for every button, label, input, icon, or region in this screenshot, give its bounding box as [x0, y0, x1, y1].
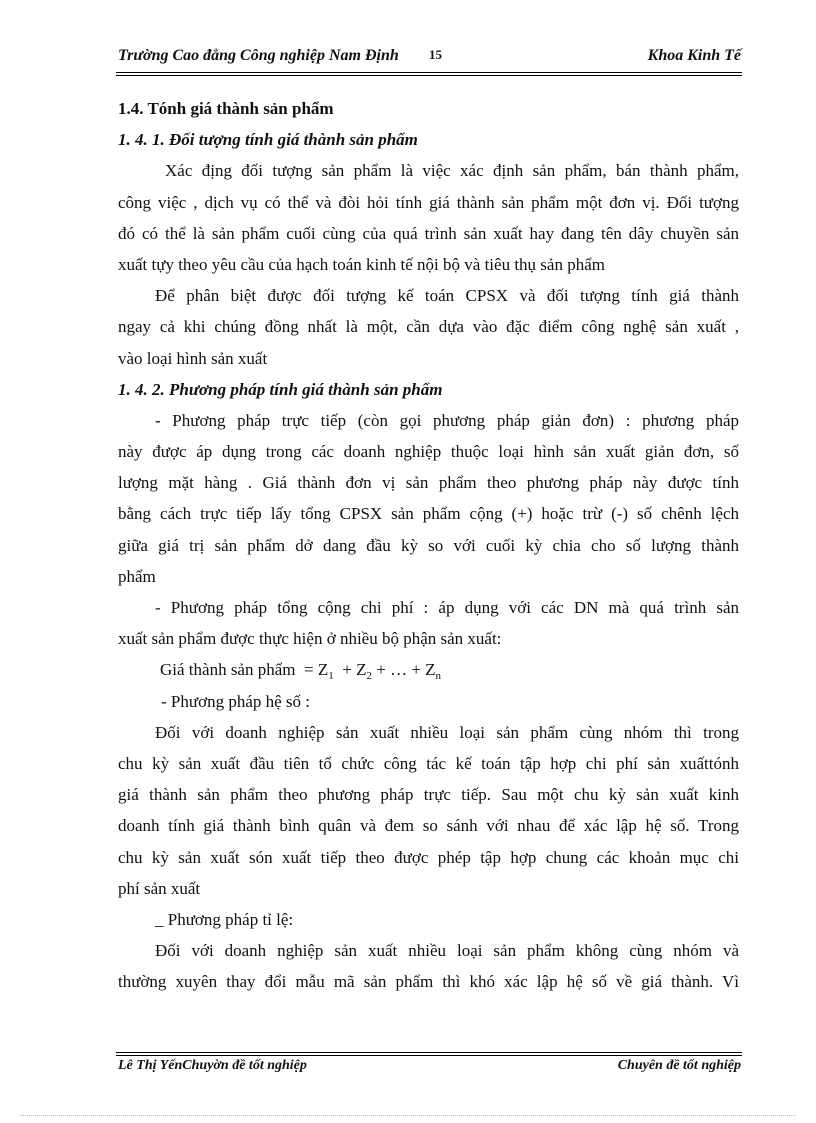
subsection-2-title: 1. 4. 2. Phương pháp tính giá thành sản phẩm	[118, 379, 443, 399]
formula-plus: +	[342, 660, 352, 680]
footer-rule-thick	[116, 1055, 742, 1056]
page-header	[118, 47, 741, 71]
paragraph-line: - Phương pháp hệ số :	[161, 691, 310, 711]
paragraph-line: chu kỳ sản xuất són xuất tiếp theo được phép tập hợp chung các khoản mục chi	[118, 847, 739, 867]
formula-equals: =	[304, 660, 314, 680]
formula-z2: $Z_2$	[356, 660, 372, 683]
header-rule-thin	[116, 75, 742, 76]
page-bottom-divider	[20, 1115, 796, 1116]
paragraph-line: xuất tựy theo yêu cầu của hạch toán kinh tế nội bộ và tiêu thụ sản phẩm	[118, 254, 605, 274]
paragraph-line: chu kỳ sản xuất đầu tiên tổ chức công tác kế toán tập hợp chi phí sản xuấttónh	[118, 753, 739, 773]
paragraph-line: giá thành sản phẩm theo phương pháp trực tiếp. Sau một chu kỳ sản xuất kinh	[118, 785, 739, 805]
formula-plus: +	[376, 660, 386, 680]
document-body	[118, 93, 739, 997]
paragraph-line: này được áp dụng trong các doanh nghiệp thuộc loại hình sản xuất giản đơn, số	[118, 442, 739, 462]
header-page-number: 15	[429, 47, 442, 62]
page-footer	[118, 1058, 741, 1080]
subsection-1-title: 1. 4. 1. Đối tượng tính giá thành sản phẩm	[118, 130, 418, 150]
header-faculty: Khoa Kinh Tế	[647, 47, 741, 64]
formula-z1: $Z_1$	[317, 660, 334, 683]
paragraph-line: ngay cả khi chúng đồng nhất là một, cần dựa vào đặc điểm công nghệ sản xuất ,	[118, 317, 739, 337]
paragraph-line: doanh tính giá thành bình quân và đem so sánh với nhau để xác lập hệ số. Trong	[118, 816, 739, 836]
section-title: 1.4. Tónh giá thành sản phẩm	[118, 99, 334, 118]
cost-formula	[118, 654, 739, 685]
paragraph-line: phẩm	[118, 566, 156, 586]
header-school: Trường Cao đẳng Công nghiệp Nam Định	[118, 47, 399, 64]
paragraph-line: lượng mặt hàng . Giá thành đơn vị sản phẩm theo phương pháp này được tính	[118, 473, 739, 493]
paragraph-line: giữa giá trị sản phẩm dở dang đầu kỳ so với cuối kỳ chia cho số lượng thành	[118, 535, 739, 555]
paragraph-line: _ Phương pháp tỉ lệ:	[155, 909, 294, 929]
paragraph-line: Đối với doanh nghiệp sản xuất nhiều loại sản phẩm cùng nhóm thì trong	[155, 722, 739, 742]
footer-rule-thin	[116, 1052, 742, 1053]
paragraph-line: phí sản xuất	[118, 878, 201, 898]
formula-zn: $Z_n$	[425, 660, 442, 683]
paragraph-line: thường xuyên thay đổi mẫu mã sản phẩm thì khó xác lập hệ số về giá thành. Vì	[118, 972, 739, 992]
paragraph-line: Để phân biệt được đối tượng kế toán CPSX và đối tượng tính giá thành	[155, 286, 739, 306]
formula-ellipsis: …	[390, 660, 408, 680]
paragraph-line: Xác địng đối tượng sản phẩm là việc xác định sản phẩm, bán thành phẩm,	[165, 161, 739, 181]
paragraph-line: bằng cách trực tiếp lấy tổng CPSX sản phẩm cộng (+) hoặc trừ (-) số chênh lệch	[118, 504, 739, 524]
paragraph-line: đó có thể là sản phẩm cuối cùng của quá trình sản xuất hay đang tên dây chuyền sản	[118, 223, 739, 243]
footer-author: Lê Thị YếnChuyờn đề tốt nghiệp	[118, 1058, 307, 1073]
paragraph-line: Đối với doanh nghiệp sản xuất nhiều loại sản phẩm không cùng nhóm và	[155, 941, 739, 961]
formula-plus: +	[411, 660, 421, 680]
footer-title: Chuyên đề tốt nghiệp	[617, 1058, 741, 1073]
paragraph-line: - Phương pháp tổng cộng chi phí : áp dụng với các DN mà quá trình sản	[155, 598, 739, 617]
formula-label: Giá thành sản phẩm	[160, 660, 296, 680]
paragraph-line: - Phương pháp trực tiếp (còn gọi phương pháp giản đơn) : phương pháp	[155, 410, 739, 430]
paragraph-line: công việc , dịch vụ có thể và đòi hỏi tính giá thành sản phẩm một đơn vị. Đối tượng	[118, 192, 739, 212]
header-rule-thick	[116, 72, 742, 73]
paragraph-line: xuất sản phẩm được thực hiện ở nhiều bộ phận sản xuất:	[118, 629, 502, 649]
paragraph-line: vào loại hình sản xuất	[118, 348, 268, 368]
